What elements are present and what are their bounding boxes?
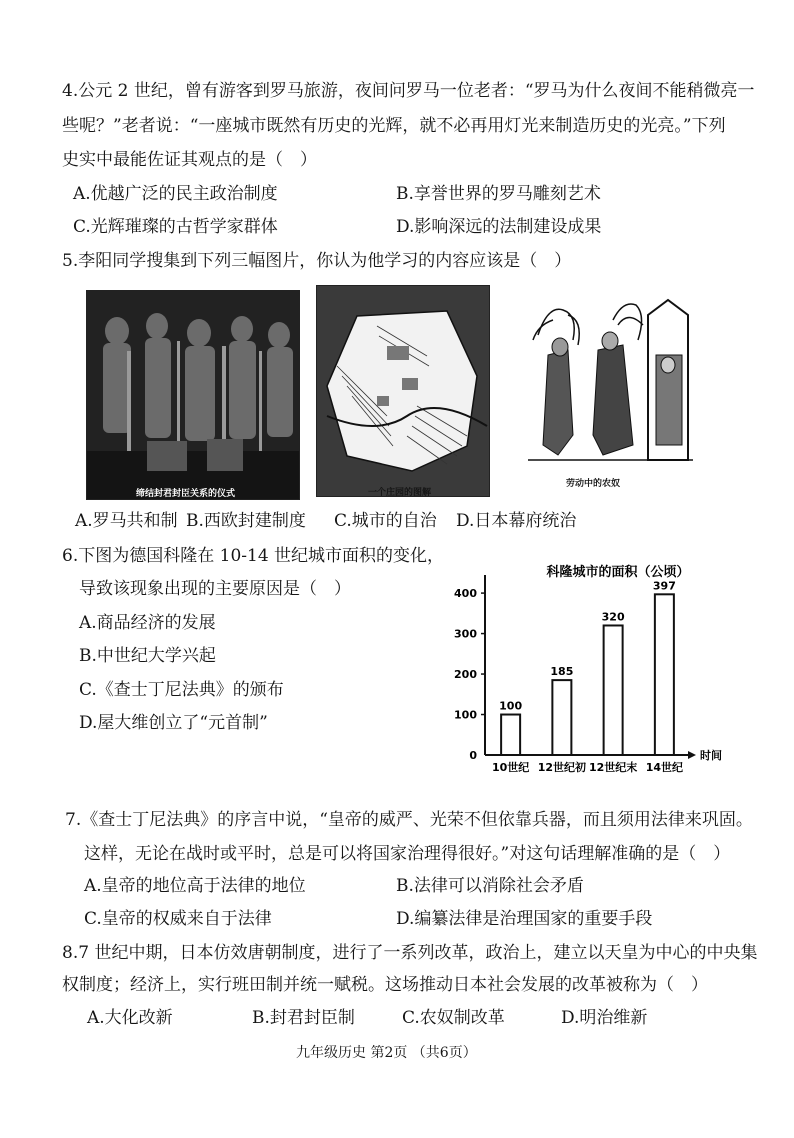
q4-stem-line-1: 4.公元 2 世纪，曾有游客到罗马旅游，夜间问罗马一位老者：“罗马为什么夜间不能稍微亮一 bbox=[62, 81, 755, 101]
q7-option-d: D.编纂法律是治理国家的重要手段 bbox=[396, 909, 653, 929]
y-tick-label: 200 bbox=[454, 668, 477, 682]
x-axis-arrow bbox=[688, 751, 696, 759]
q7-stem-line-2: 这样，无论在战时或平时，总是可以将国家治理得很好。”对这句话理解准确的是（ ） bbox=[84, 844, 731, 864]
x-axis-label: 时间 bbox=[700, 749, 722, 762]
homage-ceremony-caption: 缔结封君封臣关系的仪式 bbox=[136, 489, 236, 499]
q7-option-a: A.皇帝的地位高于法律的地位 bbox=[84, 876, 306, 896]
page-footer: 九年级历史 第2页 （共6页） bbox=[296, 1045, 477, 1061]
q4-option-d: D.影响深远的法制建设成果 bbox=[396, 217, 602, 237]
x-tick-label: 12世纪初 bbox=[537, 761, 587, 774]
q7-option-c: C.皇帝的权威来自于法律 bbox=[84, 909, 272, 929]
q7-stem-line-1: 7.《查士丁尼法典》的序言中说，“皇帝的威严、光荣不但依靠兵器，而且须用法律来巩固。 bbox=[65, 810, 753, 830]
q4-option-a: A.优越广泛的民主政治制度 bbox=[73, 184, 278, 204]
bar bbox=[655, 594, 674, 755]
serfs-at-work-caption: 劳动中的农奴 bbox=[566, 479, 621, 489]
q5-option-b: B.西欧封建制度 bbox=[186, 511, 306, 531]
y-tick-label: 400 bbox=[454, 587, 477, 601]
bar-value-label: 320 bbox=[601, 610, 625, 624]
x-tick-label: 10世纪 bbox=[491, 761, 530, 774]
q5-stem: 5.李阳同学搜集到下列三幅图片，你认为他学习的内容应该是（ ） bbox=[62, 251, 572, 271]
cologne-area-bar-chart bbox=[440, 550, 730, 785]
q8-option-b: B.封君封臣制 bbox=[252, 1008, 355, 1028]
q6-option-b: B.中世纪大学兴起 bbox=[79, 646, 216, 666]
q5-option-d: D.日本幕府统治 bbox=[456, 511, 577, 531]
bar-value-label: 100 bbox=[499, 699, 523, 713]
homage-ceremony-image bbox=[86, 290, 300, 500]
q8-stem-line-2: 权制度；经济上，实行班田制并统一赋税。这场推动日本社会发展的改革被称为（ ） bbox=[62, 975, 708, 995]
bar bbox=[604, 625, 623, 755]
bar bbox=[501, 715, 520, 755]
q5-option-c: C.城市的自治 bbox=[334, 511, 437, 531]
q4-option-b: B.享誉世界的罗马雕刻艺术 bbox=[396, 184, 601, 204]
x-tick-label: 14世纪 bbox=[645, 761, 684, 774]
q5-option-a: A.罗马共和制 bbox=[75, 511, 178, 531]
bar bbox=[552, 680, 571, 755]
manor-diagram-caption: 一个庄园的图解 bbox=[368, 488, 432, 498]
q6-option-d: D.屋大维创立了“元首制” bbox=[79, 713, 268, 733]
q6-stem-line-1: 6.下图为德国科隆在 10-14 世纪城市面积的变化， bbox=[62, 546, 445, 566]
q8-option-c: C.农奴制改革 bbox=[402, 1008, 505, 1028]
chart-title: 科隆城市的面积（公顷） bbox=[546, 565, 690, 580]
q4-stem-line-3: 史实中最能佐证其观点的是（ ） bbox=[62, 150, 317, 170]
q4-stem-line-2: 些呢？”老者说：“一座城市既然有历史的光辉，就不必再用灯光来制造历史的光亮。”下列 bbox=[62, 116, 726, 136]
serfs-at-work-illustration bbox=[518, 295, 696, 473]
q6-option-c: C.《查士丁尼法典》的颁布 bbox=[79, 680, 284, 700]
manor-diagram-image bbox=[316, 285, 490, 497]
q6-stem-line-2: 导致该现象出现的主要原因是（ ） bbox=[79, 579, 351, 599]
manor-diagram-illustration bbox=[317, 286, 489, 496]
q8-option-a: A.大化改新 bbox=[87, 1008, 173, 1028]
bar-value-label: 397 bbox=[652, 579, 676, 593]
q8-stem-line-1: 8.7 世纪中期，日本仿效唐朝制度，进行了一系列改革，政治上，建立以天皇为中心的中央集 bbox=[62, 943, 758, 963]
homage-ceremony-illustration bbox=[87, 291, 299, 499]
q7-option-b: B.法律可以消除社会矛盾 bbox=[396, 876, 584, 896]
q4-option-c: C.光辉璀璨的古哲学家群体 bbox=[73, 217, 278, 237]
y-tick-label: 100 bbox=[454, 708, 477, 722]
x-tick-label: 12世纪末 bbox=[588, 761, 638, 774]
q8-option-d: D.明治维新 bbox=[561, 1008, 648, 1028]
q6-option-a: A.商品经济的发展 bbox=[79, 613, 216, 633]
y-tick-label: 300 bbox=[454, 627, 477, 641]
bar-value-label: 185 bbox=[550, 665, 574, 679]
y-tick-label: 0 bbox=[469, 749, 477, 762]
serfs-at-work-image bbox=[518, 295, 696, 473]
